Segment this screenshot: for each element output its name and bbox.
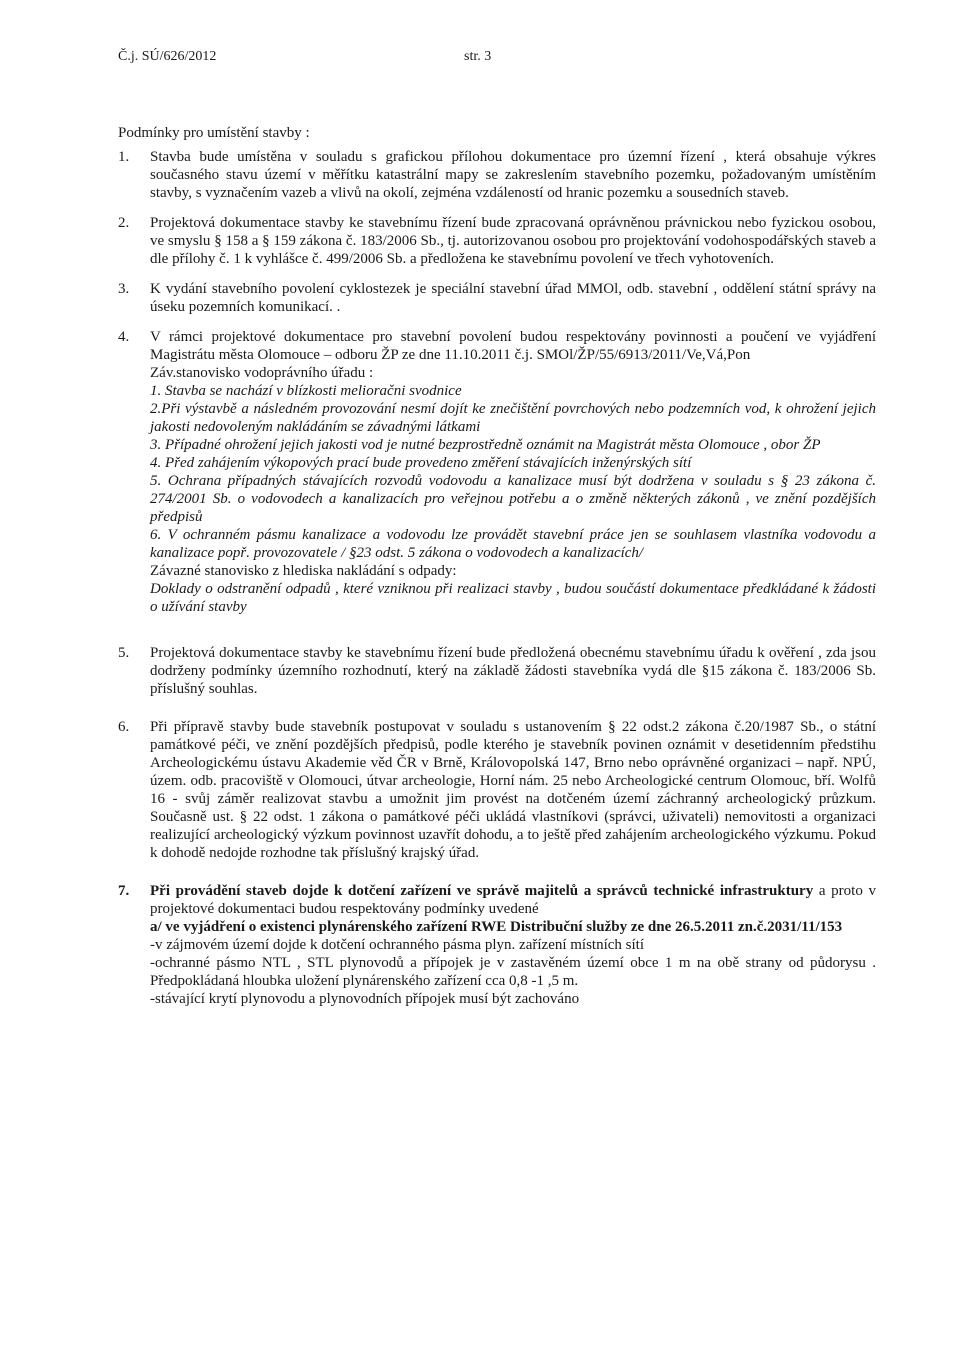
condition-bold-lead: Při provádění staveb dojde k dotčení zařízení ve správě majitelů a správců technické infrastruktury (150, 883, 814, 899)
condition-1 (118, 148, 876, 202)
condition-text: Stavba bude umístěna v souladu s grafickou přílohou dokumentace pro územní řízení , která obsahuje výkres současného stavu území v měřítku katastrální mapy se zakreslením stavebního pozemku, požadovaným umístěním stavby, s vyznačením vazeb a vlivů na okolí, zejména vzdáleností od hranic pozemku a sousedních staveb. (150, 149, 876, 201)
condition-number: 4. (118, 329, 130, 345)
gas-line-2: -ochranné pásmo NTL , STL plynovodů a přípojek je v zastavěném území obce 1 m na obě strany od půdorysu . Předpokládaná hloubka uložení plynárenského zařízení cca 0,8 -1 ,5 m. (150, 955, 876, 989)
condition-3 (118, 280, 876, 316)
condition-text: Projektová dokumentace stavby ke stavebnímu řízení bude předložená obecnému stavebnímu úřadu k ověření , zda jsou dodrženy podmínky územního rozhodnutí, který na základě žádosti stavebníka vydá dle §15 zákona č. 183/2006 Sb. příslušný souhlas. (150, 645, 876, 697)
gas-line-1: -v zájmovém území dojde k dotčení ochranného pásma plyn. zařízení místních sítí (150, 937, 645, 953)
water-condition-2: 2.Při výstavbě a následném provozování nesmí dojít ke znečištění povrchových nebo podzemních vod, k ohrožení jejich jakosti nedovoleným nakládáním se závadnými látkami (150, 401, 876, 435)
water-condition-4: 4. Před zahájením výkopových prací bude provedeno změření stávajících inženýrských sítí (150, 455, 692, 471)
condition-number: 2. (118, 215, 130, 231)
page-number: str. 3 (464, 49, 492, 64)
water-authority-heading: Záv.stanovisko vodoprávního úřadu : (150, 365, 374, 381)
section-heading: Podmínky pro umístění stavby : (118, 125, 310, 141)
condition-text: V rámci projektové dokumentace pro stavební povolení budou respektovány povinnosti a poučení ve vyjádření Magistrátu města Olomouce – odboru ŽP ze dne 11.10.2011 č.j. SMOl/ŽP/55/6913/2011/Ve,Vá,Pon (150, 329, 876, 363)
condition-number: 1. (118, 149, 130, 165)
waste-heading: Závazné stanovisko z hlediska nakládání s odpady: (150, 563, 457, 579)
water-condition-1: 1. Stavba se nachází v blízkosti melioračni svodnice (150, 383, 462, 399)
condition-text (150, 882, 876, 918)
condition-text: Při přípravě stavby bude stavebník postupovat v souladu s ustanovením § 22 odst.2 zákona č.20/1987 Sb., o státní památkové péči, ve znění pozdějších předpisů, podle kterého je stavebník povinen oznámit v desetidenním předstihu Archeologickému ústavu Akademie věd ČR v Brně, Královopolská 147, Brno nebo oprávněné organizaci – např. NPÚ, územ. odb. pracoviště v Olomouci, útvar archeologie, Horní nám. 25 nebo Archeologické centrum Olomouc, bří. Wolfů 16 - svůj záměr realizovat stavbu a umožnit jim provést na dotčeném území záchranný archeologický průzkum. Současně ust. § 22 odst. 1 zákona o památkové péči ukládá vlastníkovi (správci, uživateli) nemovitosti a organizaci realizující archeologický výzkum povinnost uzavřít dohodu, a to ještě před zahájením archeologického výzkumu. Pokud k dohodě nedojde rozhodne tak příslušný krajský úřad. (150, 719, 876, 861)
condition-text: K vydání stavebního povolení cyklostezek je speciální stavební úřad MMOl, odb. stavební , oddělení státní správy na úseku pozemních komunikací. . (150, 281, 876, 315)
condition-number: 5. (118, 645, 130, 661)
water-condition-3: 3. Případné ohrožení jejich jakosti vod je nutné bezprostředně oznámit na Magistrát města Olomouce , obor ŽP (150, 437, 821, 453)
water-condition-5: 5. Ochrana případných stávajících rozvodů vodovodu a kanalizace musí být dodržena v souladu s § 23 zákona č. 274/2001 Sb. o vodovodech a kanalizacích pro veřejnou potřebu a o změně některých zákonů , ve znění pozdějších předpisů (150, 473, 876, 525)
condition-number: 3. (118, 281, 130, 297)
condition-6 (118, 718, 876, 862)
document-body (118, 124, 876, 1020)
condition-text: Projektová dokumentace stavby ke stavebnímu řízení bude zpracovaná oprávněnou právnickou nebo fyzickou osobou, ve smyslu § 158 a § 159 zákona č. 183/2006 Sb., tj. autorizovanou osobou pro projektování vodohospodářských staveb a dle přílohy č. 1 k vyhlášce č. 499/2006 Sb. a předložena ke stavebnímu povolení ve třech vyhotoveních. (150, 215, 876, 267)
condition-number: 6. (118, 719, 130, 735)
condition-lead-rest: a proto v projektové dokumentaci budou respektovány podmínky uvedené (150, 883, 876, 917)
water-condition-6: 6. V ochranném pásmu kanalizace a vodovodu lze provádět stavební práce jen se souhlasem vlastníka vodovodu a kanalizace popř. provozovatele / §23 odst. 5 zákona o vodovodech a kanalizacích/ (150, 527, 876, 561)
condition-number: 7. (118, 883, 130, 899)
gas-line-3: -stávající krytí plynovodu a plynovodních přípojek musí být zachováno (150, 991, 580, 1007)
condition-2 (118, 214, 876, 268)
document-reference: Č.j. SÚ/626/2012 (118, 49, 217, 64)
condition-7 (118, 882, 876, 1008)
condition-5 (118, 644, 876, 698)
gas-statement-title: a/ ve vyjádření o existenci plynárenského zařízení RWE Distribuční služby ze dne 26.5.2011 zn.č.2031/11/153 (150, 919, 843, 935)
waste-text: Doklady o odstranění odpadů , které vzniknou při realizaci stavby , budou součástí dokumentace předkládané k žádosti o užívání stavby (150, 581, 876, 615)
condition-4 (118, 328, 876, 616)
